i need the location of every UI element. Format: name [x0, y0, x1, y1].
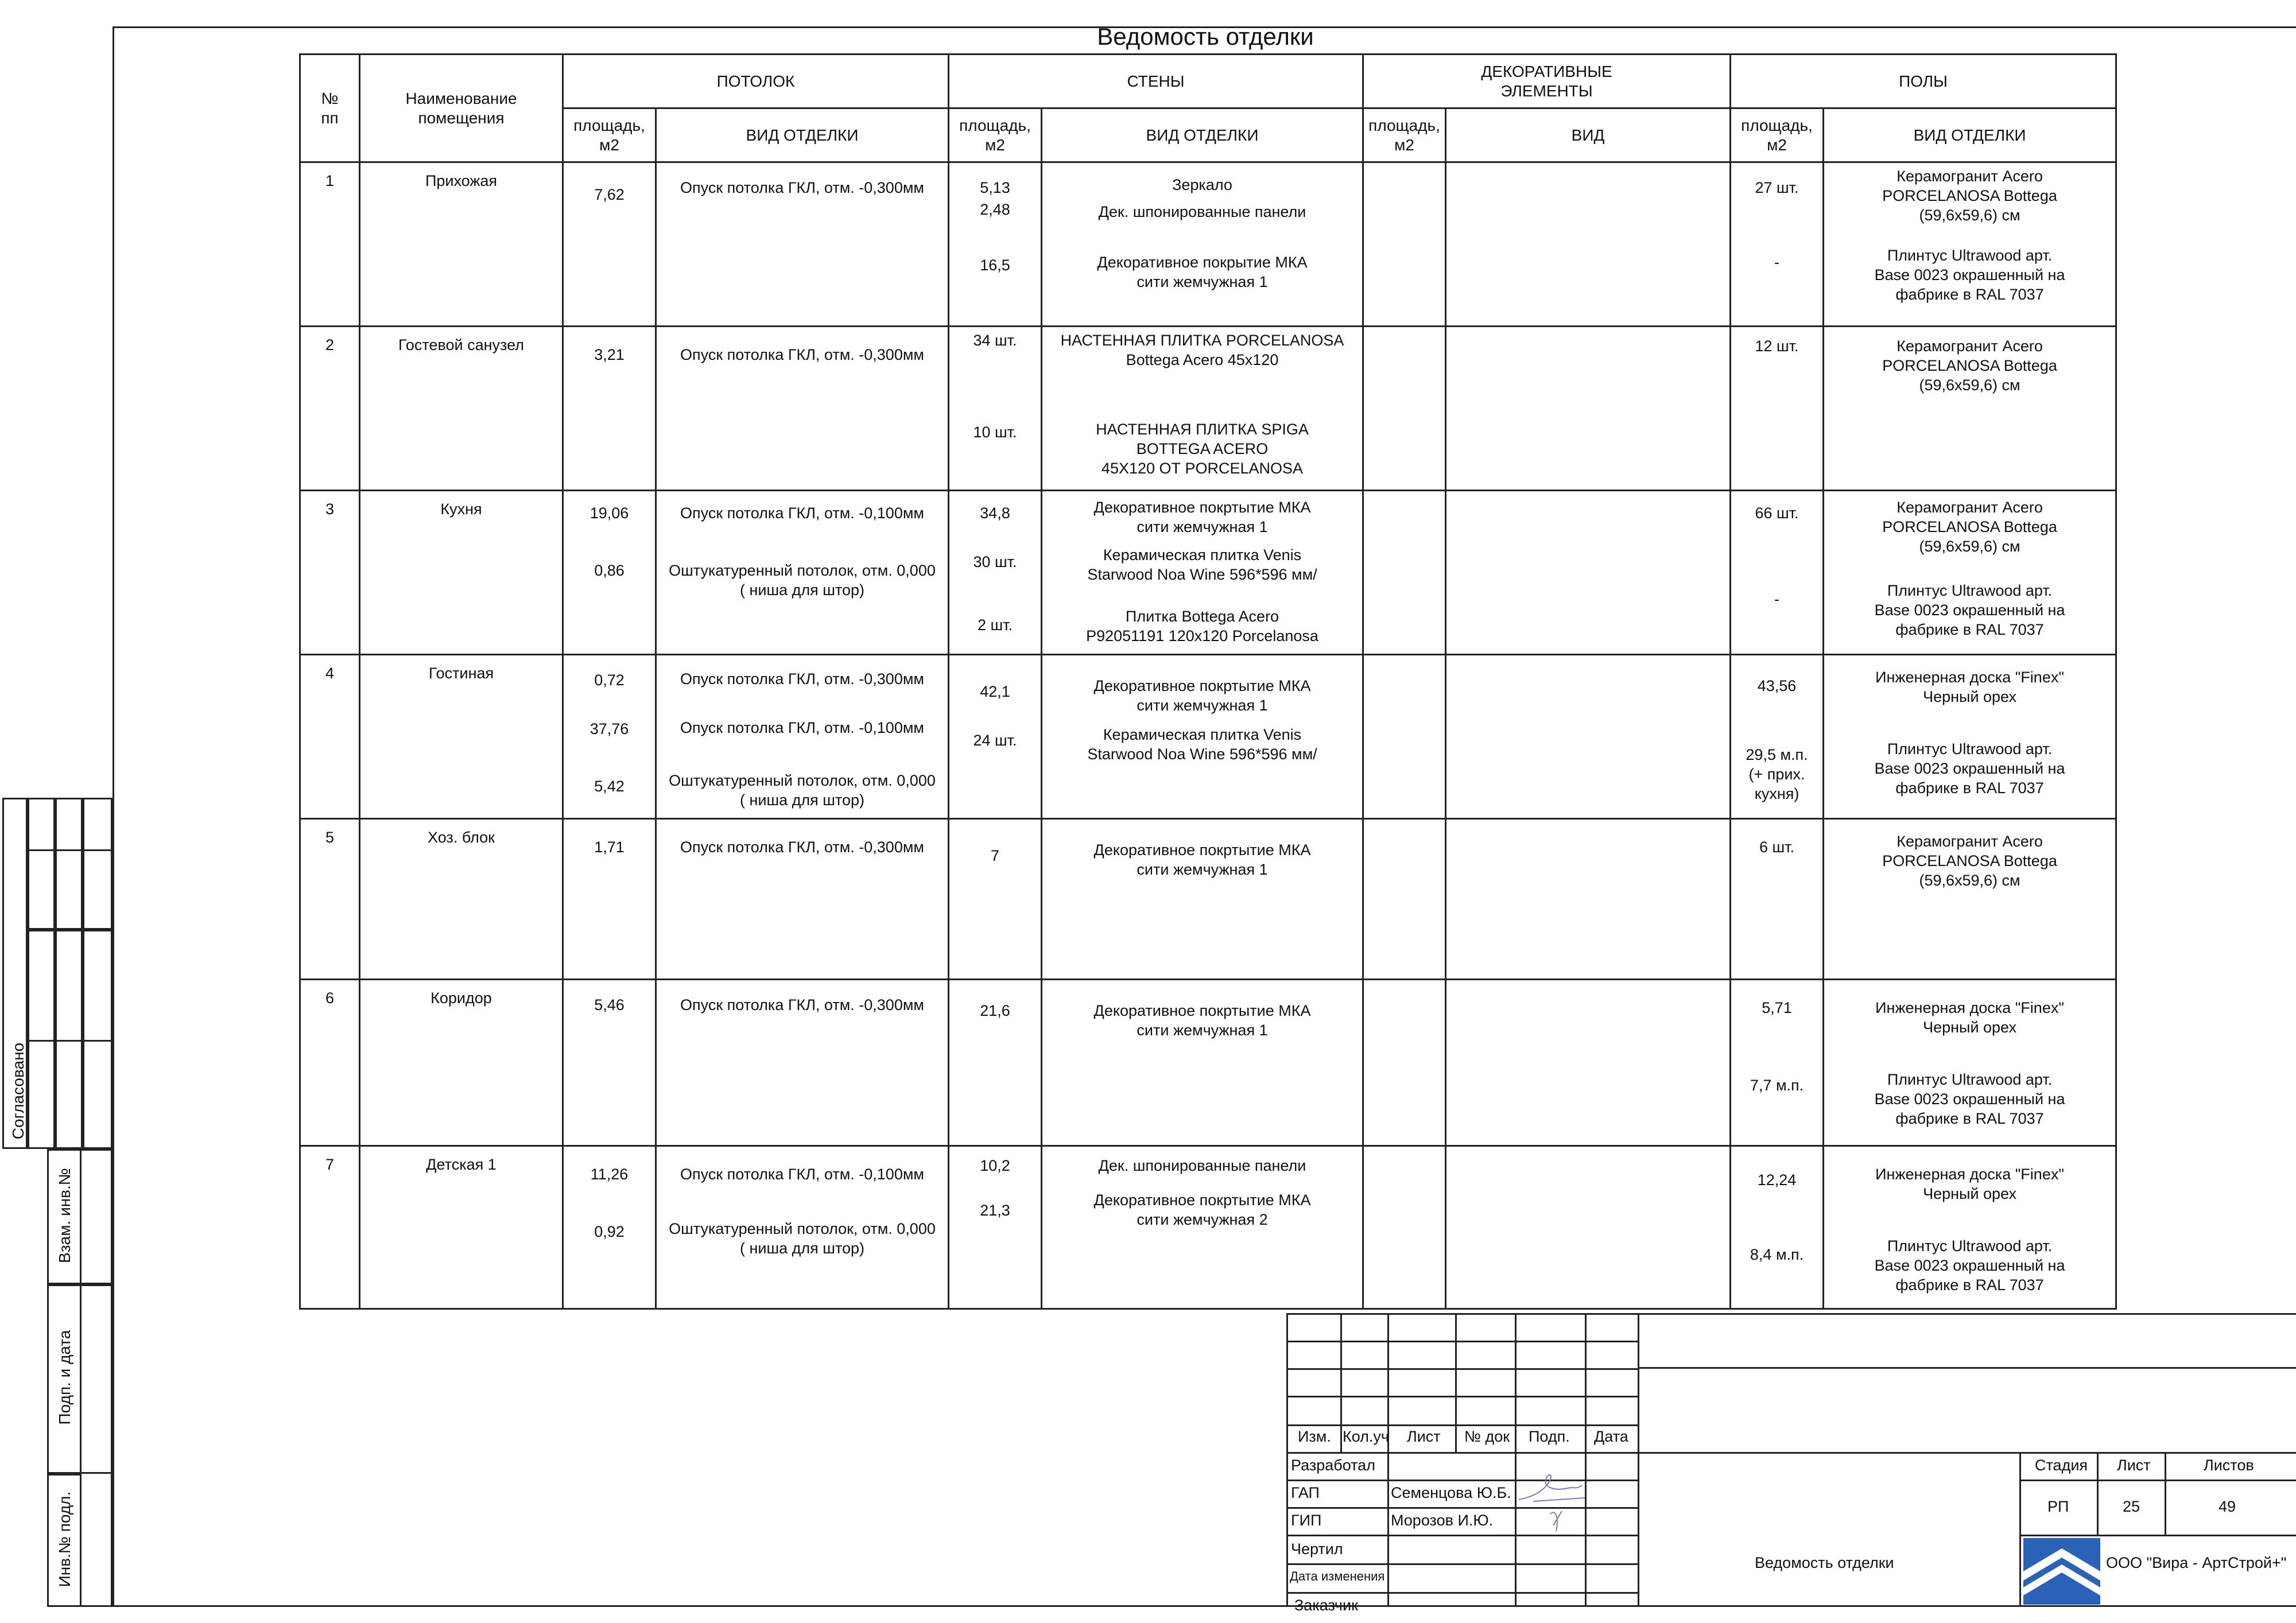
floors-area-text: 12,24	[1757, 1171, 1797, 1189]
floors-finish-text: Плинтус Ultrawood арт. Base 0023 окрашенный на фабрике в RAL 7037	[1874, 582, 2065, 638]
header-ceiling-finish: ВИД ОТДЕЛКИ	[656, 108, 949, 162]
ceiling-area-text: 19,06	[589, 504, 629, 522]
row-num-text: 6	[325, 989, 335, 1007]
walls-area-text: 42,1	[980, 683, 1010, 700]
decor-kind	[1446, 980, 1731, 1146]
ceiling-finish	[656, 819, 949, 980]
inv-orig-label: Инв.№ подл.	[56, 1491, 73, 1587]
floors-area	[1731, 819, 1824, 980]
inv-swap-label: Взам. инв.№	[56, 1168, 73, 1263]
floors-finish-text: Керамогранит Acero PORCELANOSA Bottega (59,6х59,6) см	[1882, 833, 2057, 889]
floors-finish-text: Керамогранит Acero PORCELANOSA Bottega (59,6х59,6) см	[1882, 168, 2057, 224]
decor-area	[1363, 819, 1446, 980]
walls-finish	[1042, 980, 1363, 1146]
walls-finish-text: Декоративное покртытие МКА сити жемчужная 1	[1093, 499, 1311, 535]
walls-finish-text: НАСТЕННАЯ ПЛИТКА SPIGA BOTTEGA ACERO 45X120 ОТ PORCELANOSA	[1096, 421, 1309, 477]
walls-area-text: 24 шт.	[973, 732, 1017, 749]
tb-col-podp: Подп.	[1529, 1428, 1570, 1445]
ceiling-finish-text: Оштукатуренный потолок, отм. 0,000 ( ниша для штор)	[669, 1220, 936, 1257]
floors-finish-text: Керамогранит Acero PORCELANOSA Bottega (59,6х59,6) см	[1882, 499, 2057, 555]
room-name	[360, 980, 563, 1146]
walls-area	[949, 1146, 1042, 1309]
walls-area-text: 34,8	[980, 504, 1010, 522]
tb-col-ndoc: № док	[1464, 1428, 1510, 1445]
floors-finish	[1824, 1146, 2116, 1309]
header-ceiling-area: площадь, м2	[563, 108, 656, 162]
row-num	[300, 1146, 360, 1309]
floors-finish-text: Плинтус Ultrawood арт. Base 0023 окрашенный на фабрике в RAL 7037	[1874, 1237, 2065, 1294]
ceiling-finish-text: Опуск потолка ГКЛ, отм. -0,100мм	[680, 504, 924, 522]
walls-area-text: 5,13	[980, 179, 1010, 196]
tb-role-customer: Заказчик	[1294, 1597, 1358, 1614]
ceiling-area	[563, 327, 656, 491]
row-num-text: 5	[325, 829, 335, 846]
row-num	[300, 655, 360, 819]
tb-sheet-label: Лист	[2117, 1457, 2151, 1474]
header-ceiling: ПОТОЛОК	[563, 55, 949, 108]
title-block	[1286, 1313, 2296, 1614]
walls-area-text: 7	[990, 847, 1000, 864]
walls-area	[949, 327, 1042, 491]
walls-area-text: 21,6	[980, 1002, 1010, 1019]
tb-company: ООО "Вира - АртСтрой+"	[2106, 1554, 2287, 1571]
decor-kind	[1446, 327, 1731, 491]
room-name-text: Детская 1	[426, 1156, 497, 1173]
walls-finish	[1042, 655, 1363, 819]
ceiling-area-text: 0,72	[594, 671, 625, 689]
floors-finish-text: Инженерная доска "Finex" Черный орех	[1875, 669, 2064, 705]
tb-gap-name: Семенцова Ю.Б.	[1391, 1484, 1511, 1501]
ceiling-area-text: 3,21	[594, 346, 625, 363]
tb-role-drawn: Чертил	[1291, 1540, 1343, 1558]
walls-area	[949, 655, 1042, 819]
walls-finish	[1042, 819, 1363, 980]
agreed-label: Согласовано	[9, 1042, 27, 1140]
floors-area-text: 5,71	[1762, 999, 1792, 1016]
floors-finish	[1824, 162, 2116, 327]
floors-area-text: 7,7 м.п.	[1750, 1077, 1804, 1094]
page-title: Ведомость отделки	[1097, 23, 1314, 50]
ceiling-area-text: 11,26	[590, 1166, 629, 1183]
walls-finish-text: Керамическая плитка Venis Starwood Noa Wine 596*596 мм/	[1087, 726, 1317, 763]
ceiling-finish-text: Опуск потолка ГКЛ, отм. -0,100мм	[680, 1166, 924, 1183]
floors-area	[1731, 980, 1824, 1146]
floors-area	[1731, 655, 1824, 819]
walls-finish-text: Дек. шпонированные панели	[1098, 203, 1306, 220]
floors-finish	[1824, 819, 2116, 980]
row-num	[300, 162, 360, 327]
ceiling-area	[563, 980, 656, 1146]
tb-gip-name: Морозов И.Ю.	[1391, 1512, 1494, 1529]
walls-area-text: 16,5	[980, 257, 1010, 274]
walls-area	[949, 980, 1042, 1146]
walls-finish	[1042, 491, 1363, 655]
walls-finish	[1042, 1146, 1363, 1309]
ceiling-area-text: 0,92	[594, 1223, 625, 1240]
floors-finish	[1824, 327, 2116, 491]
header-walls-area: площадь, м2	[949, 108, 1042, 162]
floors-area	[1731, 162, 1824, 327]
table-row	[300, 819, 2116, 980]
ceiling-finish	[656, 980, 949, 1146]
ceiling-area-text: 7,62	[594, 186, 625, 203]
company-logo-icon	[2023, 1538, 2100, 1605]
floors-area-text: 27 шт.	[1755, 179, 1799, 196]
header-walls: СТЕНЫ	[949, 55, 1363, 108]
floors-area-text: 12 шт.	[1755, 337, 1799, 355]
tb-sheets-value: 49	[2219, 1498, 2236, 1515]
tb-role-gap: ГАП	[1291, 1484, 1320, 1501]
ceiling-area-text: 37,76	[589, 720, 629, 737]
ceiling-area	[563, 491, 656, 655]
tb-role-gip: ГИП	[1291, 1512, 1322, 1529]
floors-finish-text: Плинтус Ultrawood арт. Base 0023 окрашенный на фабрике в RAL 7037	[1874, 1071, 2065, 1127]
tb-doc-title: Ведомость отделки	[1755, 1554, 1894, 1571]
sign-date-label: Подп. и дата	[56, 1330, 73, 1425]
row-num-text: 7	[325, 1156, 335, 1173]
floors-area-text: -	[1774, 254, 1780, 271]
room-name	[360, 327, 563, 491]
ceiling-area-text: 5,42	[594, 778, 625, 795]
tb-sheet-value: 25	[2123, 1498, 2140, 1515]
floors-finish	[1824, 980, 2116, 1146]
ceiling-finish	[656, 327, 949, 491]
floors-finish-text: Керамогранит Acero PORCELANOSA Bottega (59,6х59,6) см	[1882, 337, 2057, 394]
room-name-text: Гостевой санузел	[398, 336, 524, 354]
ceiling-area	[563, 162, 656, 327]
walls-area-text: 21,3	[980, 1202, 1010, 1219]
ceiling-finish-text: Опуск потолка ГКЛ, отм. -0,100мм	[680, 719, 924, 736]
row-num-text: 1	[325, 172, 335, 189]
ceiling-finish	[656, 162, 949, 327]
tb-col-list: Лист	[1407, 1428, 1441, 1445]
room-name-text: Прихожая	[425, 172, 498, 189]
walls-finish-text: Керамическая плитка Venis Starwood Noa Wine 596*596 мм/	[1087, 546, 1317, 583]
row-num	[300, 819, 360, 980]
ceiling-finish-text: Опуск потолка ГКЛ, отм. -0,300мм	[680, 346, 924, 363]
decor-kind	[1446, 162, 1731, 327]
row-num	[300, 491, 360, 655]
walls-area-text: 30 шт.	[973, 553, 1017, 570]
room-name-text: Гостиная	[428, 665, 494, 682]
ceiling-finish-text: Опуск потолка ГКЛ, отм. -0,300мм	[680, 838, 924, 856]
decor-area	[1363, 491, 1446, 655]
tb-stage-label: Стадия	[2035, 1457, 2088, 1474]
table-row	[300, 980, 2116, 1146]
header-decor-area: площадь, м2	[1363, 108, 1446, 162]
walls-finish-text: Декоративное покртытие МКА сити жемчужная 1	[1093, 677, 1311, 714]
walls-finish-text: Декоративное покртытие МКА сити жемчужная 1	[1093, 1002, 1311, 1039]
tb-sheets-label: Листов	[2204, 1457, 2254, 1474]
walls-area-text: 10 шт.	[973, 424, 1017, 441]
ceiling-area	[563, 819, 656, 980]
ceiling-area	[563, 1146, 656, 1309]
room-name	[360, 162, 563, 327]
header-floors-finish: ВИД ОТДЕЛКИ	[1824, 108, 2116, 162]
room-name-text: Хоз. блок	[428, 829, 495, 846]
floors-area-text: 29,5 м.п. (+ прих. кухня)	[1746, 746, 1808, 802]
walls-area-text: 2,48	[980, 201, 1010, 218]
ceiling-finish-text: Опуск потолка ГКЛ, отм. -0,300мм	[680, 179, 924, 196]
tb-col-kolvo: Кол.уч	[1343, 1428, 1389, 1445]
room-name-text: Кухня	[440, 500, 482, 518]
floors-area-text: 66 шт.	[1755, 504, 1799, 522]
decor-kind	[1446, 655, 1731, 819]
floors-area	[1731, 491, 1824, 655]
header-decor-kind: ВИД	[1446, 108, 1731, 162]
decor-kind	[1446, 491, 1731, 655]
floors-area-text: -	[1774, 591, 1780, 608]
decor-area	[1363, 1146, 1446, 1309]
row-num	[300, 980, 360, 1146]
header-floors: ПОЛЫ	[1731, 55, 2116, 108]
floors-finish-text: Инженерная доска "Finex" Черный орех	[1875, 1166, 2064, 1202]
floors-finish-text: Инженерная доска "Finex" Черный орех	[1875, 999, 2064, 1036]
header-room: Наименование помещения	[360, 55, 563, 162]
tb-col-data: Дата	[1594, 1428, 1628, 1445]
table-row	[300, 162, 2116, 327]
ceiling-area-text: 0,86	[594, 562, 625, 579]
tb-role-change-date: Дата изменения	[1290, 1569, 1385, 1583]
finish-schedule-table	[299, 53, 2117, 1310]
floors-area-text: 8,4 м.п.	[1750, 1246, 1804, 1263]
floors-area	[1731, 327, 1824, 491]
ceiling-area	[563, 655, 656, 819]
walls-area	[949, 162, 1042, 327]
ceiling-area-text: 5,46	[594, 996, 625, 1014]
floors-finish-text: Плинтус Ultrawood арт. Base 0023 окрашенный на фабрике в RAL 7037	[1874, 740, 2065, 797]
floors-area-text: 43,56	[1757, 677, 1797, 694]
floors-finish-text: Плинтус Ultrawood арт. Base 0023 окрашенный на фабрике в RAL 7037	[1874, 247, 2065, 303]
walls-area	[949, 819, 1042, 980]
header-decor: ДЕКОРАТИВНЫЕ ЭЛЕМЕНТЫ	[1363, 55, 1731, 108]
ceiling-finish	[656, 1146, 949, 1309]
floors-area	[1731, 1146, 1824, 1309]
walls-area	[949, 491, 1042, 655]
tb-stage-value: РП	[2047, 1498, 2069, 1515]
walls-area-text: 10,2	[980, 1157, 1010, 1174]
walls-finish-text: Декоративное покрытие МКА сити жемчужная 1	[1097, 254, 1308, 290]
table-row	[300, 655, 2116, 819]
header-walls-finish: ВИД ОТДЕЛКИ	[1042, 108, 1363, 162]
decor-kind	[1446, 819, 1731, 980]
walls-finish-text: Дек. шпонированные панели	[1098, 1157, 1306, 1174]
table-row	[300, 491, 2116, 655]
walls-finish-text: Зеркало	[1172, 176, 1232, 193]
room-name	[360, 491, 563, 655]
room-name	[360, 819, 563, 980]
walls-area-text: 34 шт.	[973, 332, 1017, 349]
decor-area	[1363, 980, 1446, 1146]
ceiling-finish-text: Опуск потолка ГКЛ, отм. -0,300мм	[680, 996, 924, 1014]
walls-finish	[1042, 162, 1363, 327]
room-name-text: Коридор	[430, 989, 492, 1007]
row-num-text: 4	[325, 665, 335, 682]
header-floors-area: площадь, м2	[1731, 108, 1824, 162]
walls-finish-text: Декоративное покртытие МКА сити жемчужная 1	[1093, 841, 1311, 878]
tb-role-developer: Разработал	[1291, 1457, 1375, 1474]
decor-area	[1363, 655, 1446, 819]
signature-image	[1516, 1457, 1591, 1548]
decor-area	[1363, 162, 1446, 327]
floors-finish	[1824, 655, 2116, 819]
walls-finish-text: Плитка Bottega Acero P92051191 120x120 Porcelanosa	[1086, 608, 1318, 644]
row-num-text: 3	[325, 500, 335, 518]
header-num: № пп	[300, 55, 360, 162]
walls-finish	[1042, 327, 1363, 491]
row-num-text: 2	[325, 336, 335, 354]
walls-area-text: 2 шт.	[977, 616, 1013, 634]
ceiling-finish-text: Опуск потолка ГКЛ, отм. -0,300мм	[680, 670, 924, 688]
floors-finish	[1824, 491, 2116, 655]
ceiling-finish-text: Оштукатуренный потолок, отм. 0,000 ( ниша для штор)	[669, 772, 936, 809]
row-num	[300, 327, 360, 491]
room-name	[360, 1146, 563, 1309]
walls-finish-text: Декоративное покртытие МКА сити жемчужная 2	[1093, 1191, 1311, 1228]
decor-area	[1363, 327, 1446, 491]
room-name	[360, 655, 563, 819]
ceiling-finish-text: Оштукатуренный потолок, отм. 0,000 ( ниша для штор)	[669, 562, 936, 599]
floors-area-text: 6 шт.	[1759, 838, 1795, 856]
table-row	[300, 327, 2116, 491]
walls-finish-text: НАСТЕННАЯ ПЛИТКА PORCELANOSA Bottega Acero 45х120	[1060, 332, 1344, 368]
decor-kind	[1446, 1146, 1731, 1309]
ceiling-area-text: 1,71	[594, 838, 625, 856]
table-row	[300, 1146, 2116, 1309]
tb-col-izm: Изм.	[1298, 1428, 1331, 1445]
ceiling-finish	[656, 491, 949, 655]
ceiling-finish	[656, 655, 949, 819]
